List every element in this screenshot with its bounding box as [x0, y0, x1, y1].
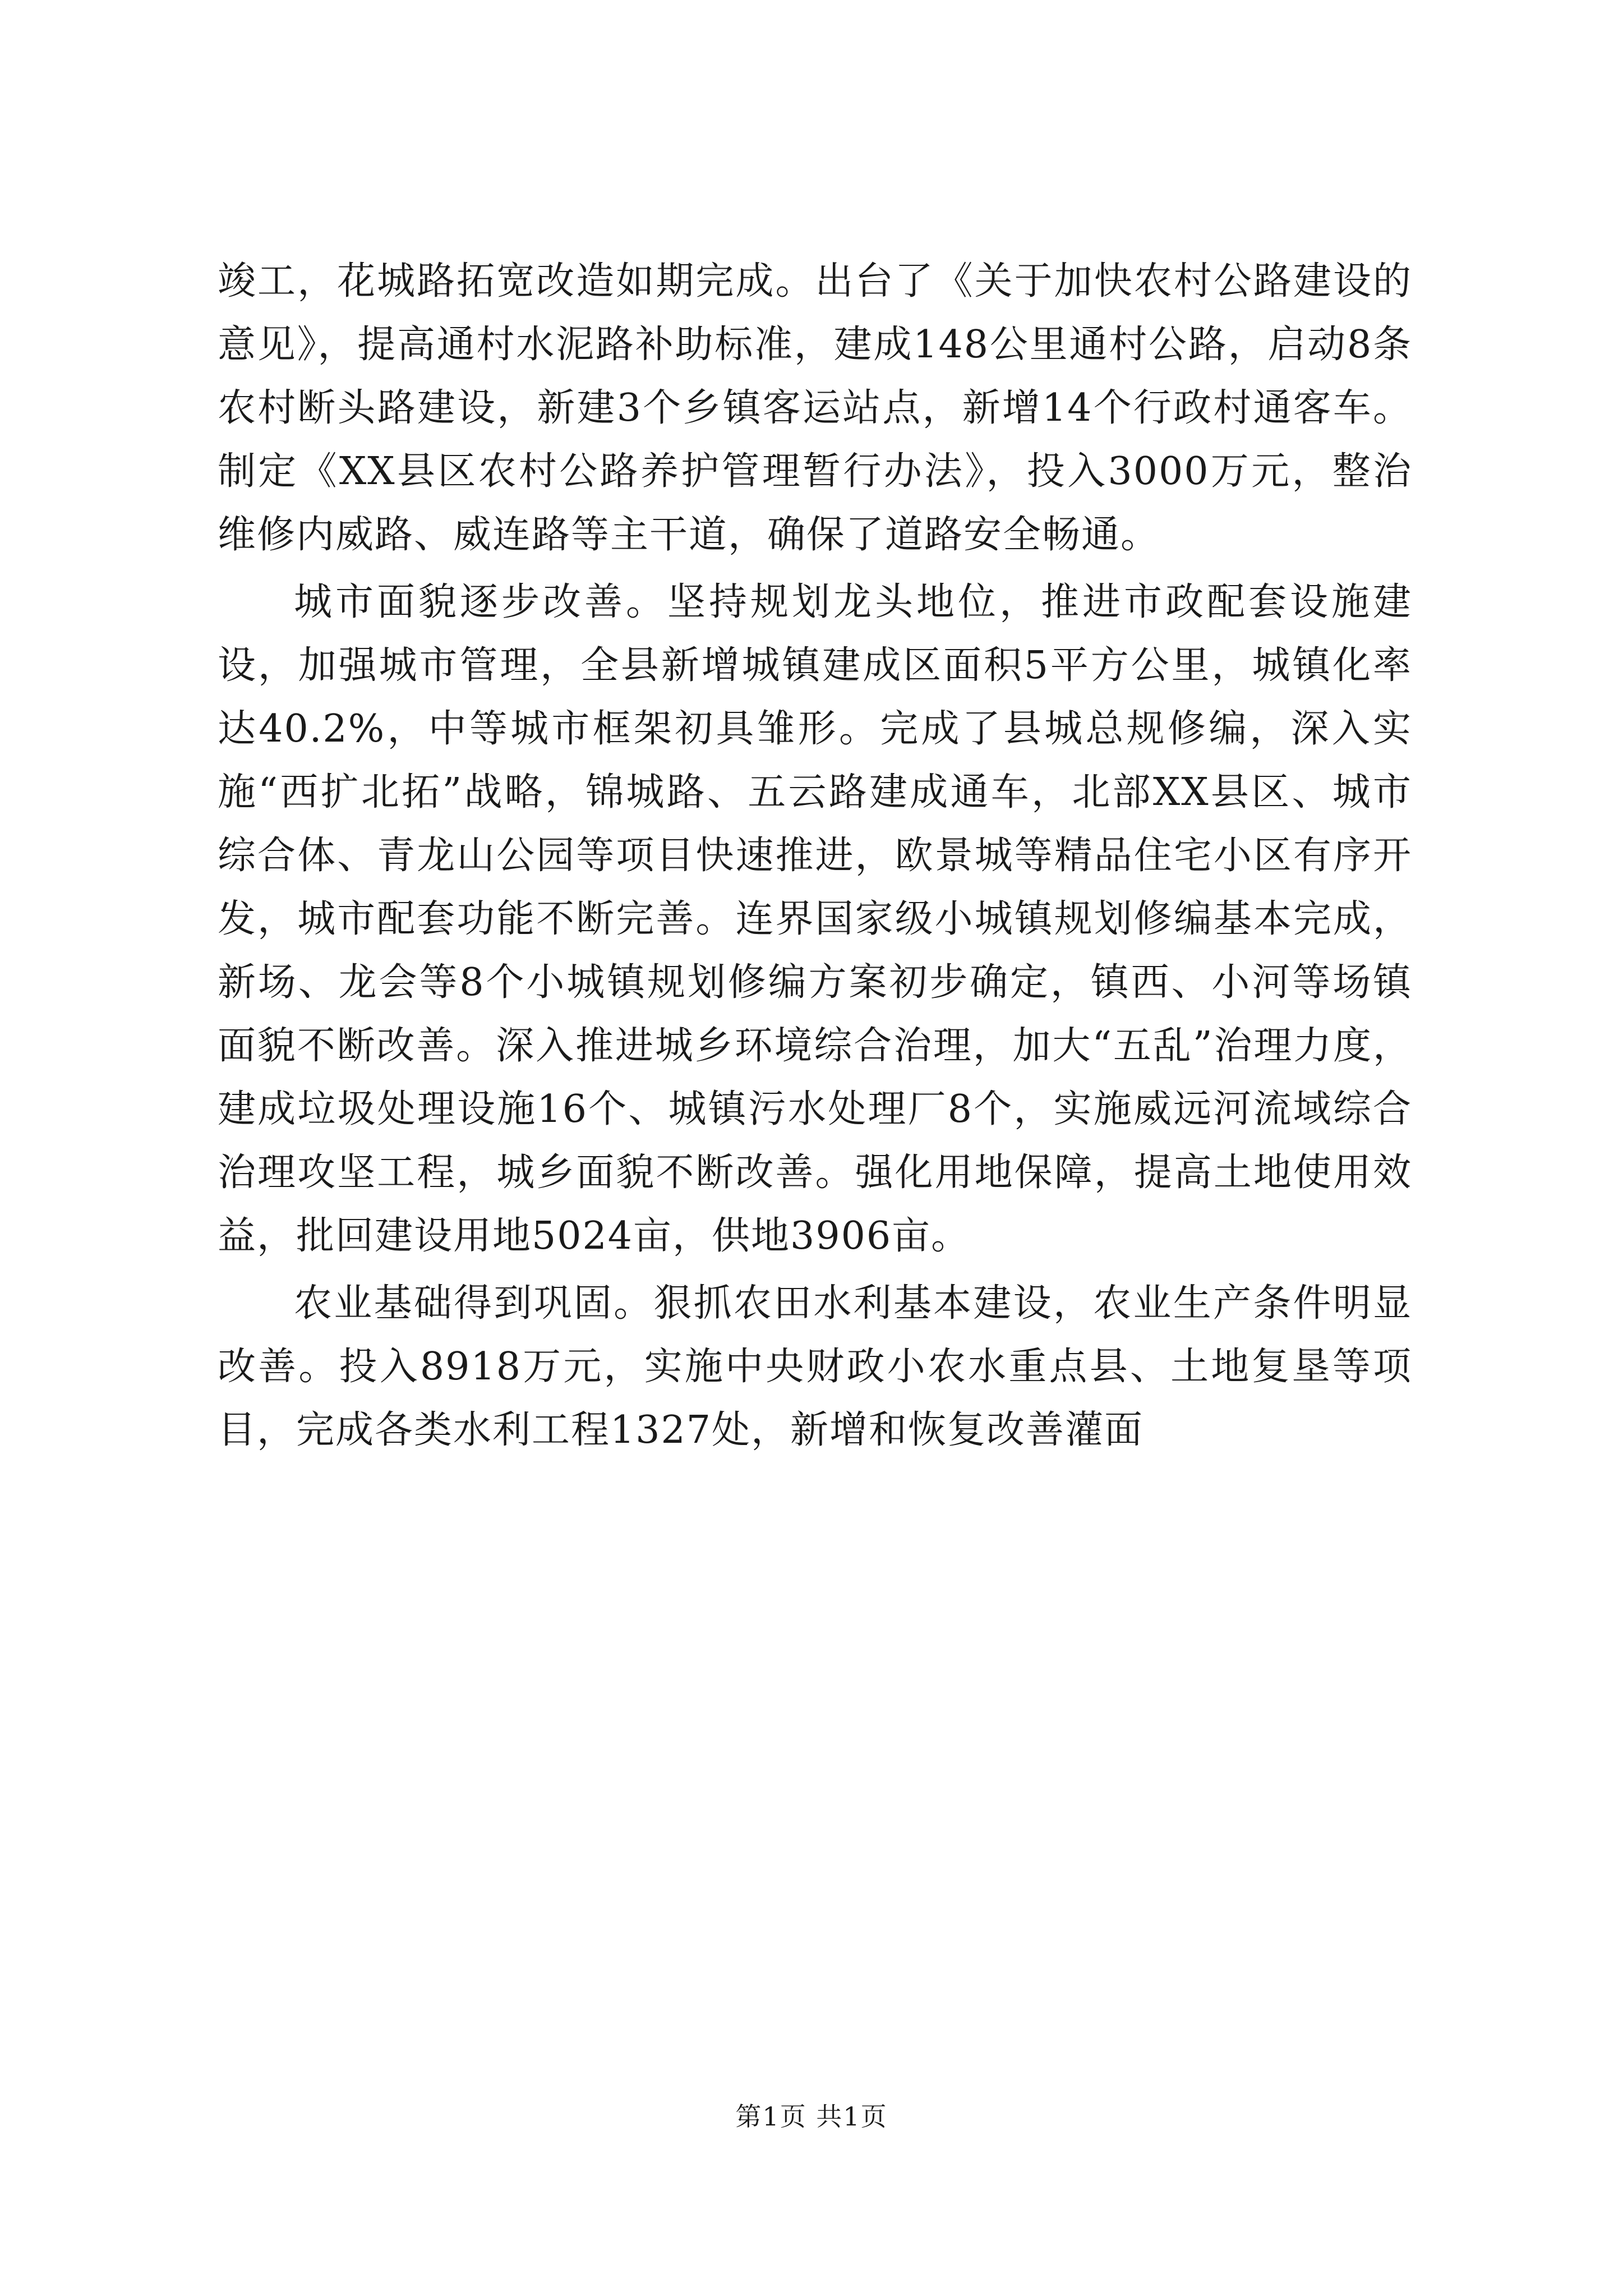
paragraph-2: 城市面貌逐步改善。坚持规划龙头地位，推进市政配套设施建设，加强城市管理，全县新增城镇建成区面积5平方公里，城镇化率达40.2%，中等城市框架初具雏形。完成了县城总规修编，深入实施“西扩北拓”战略，锦城路、五云路建成通车，北部XX县区、城市综合体、青龙山公园等项目快速推进，欧景城等精品住宅小区有序开发，城市配套功能不断完善。连界国家级小城镇规划修编基本完成，新场、龙会等8个小城镇规划修编方案初步确定，镇西、小河等场镇面貌不断改善。深入推进城乡环境综合治理，加大“五乱”治理力度，建成垃圾处理设施16个、城镇污水处理厂8个，实施威远河流域综合治理攻坚工程，城乡面貌不断改善。强化用地保障，提高土地使用效益，批回建设用地5024亩，供地3906亩。 — [218, 580, 1412, 1258]
document-body — [218, 250, 1412, 1462]
paragraph-3: 农业基础得到巩固。狠抓农田水利基本建设，农业生产条件明显改善。投入8918万元，实施中央财政小农水重点县、土地复垦等项目，完成各类水利工程1327处，新增和恢复改善灌面 — [218, 1281, 1412, 1452]
page-footer: 第1页 共1页 — [735, 2101, 888, 2132]
paragraph-1: 竣工，花城路拓宽改造如期完成。出台了《关于加快农村公路建设的意见》，提高通村水泥路补助标准，建成148公里通村公路，启动8条农村断头路建设，新建3个乡镇客运站点，新增14个行政村通客车。制定《XX县区农村公路养护管理暂行办法》，投入3000万元，整治维修内威路、威连路等主干道，确保了道路安全畅通。 — [218, 259, 1412, 557]
